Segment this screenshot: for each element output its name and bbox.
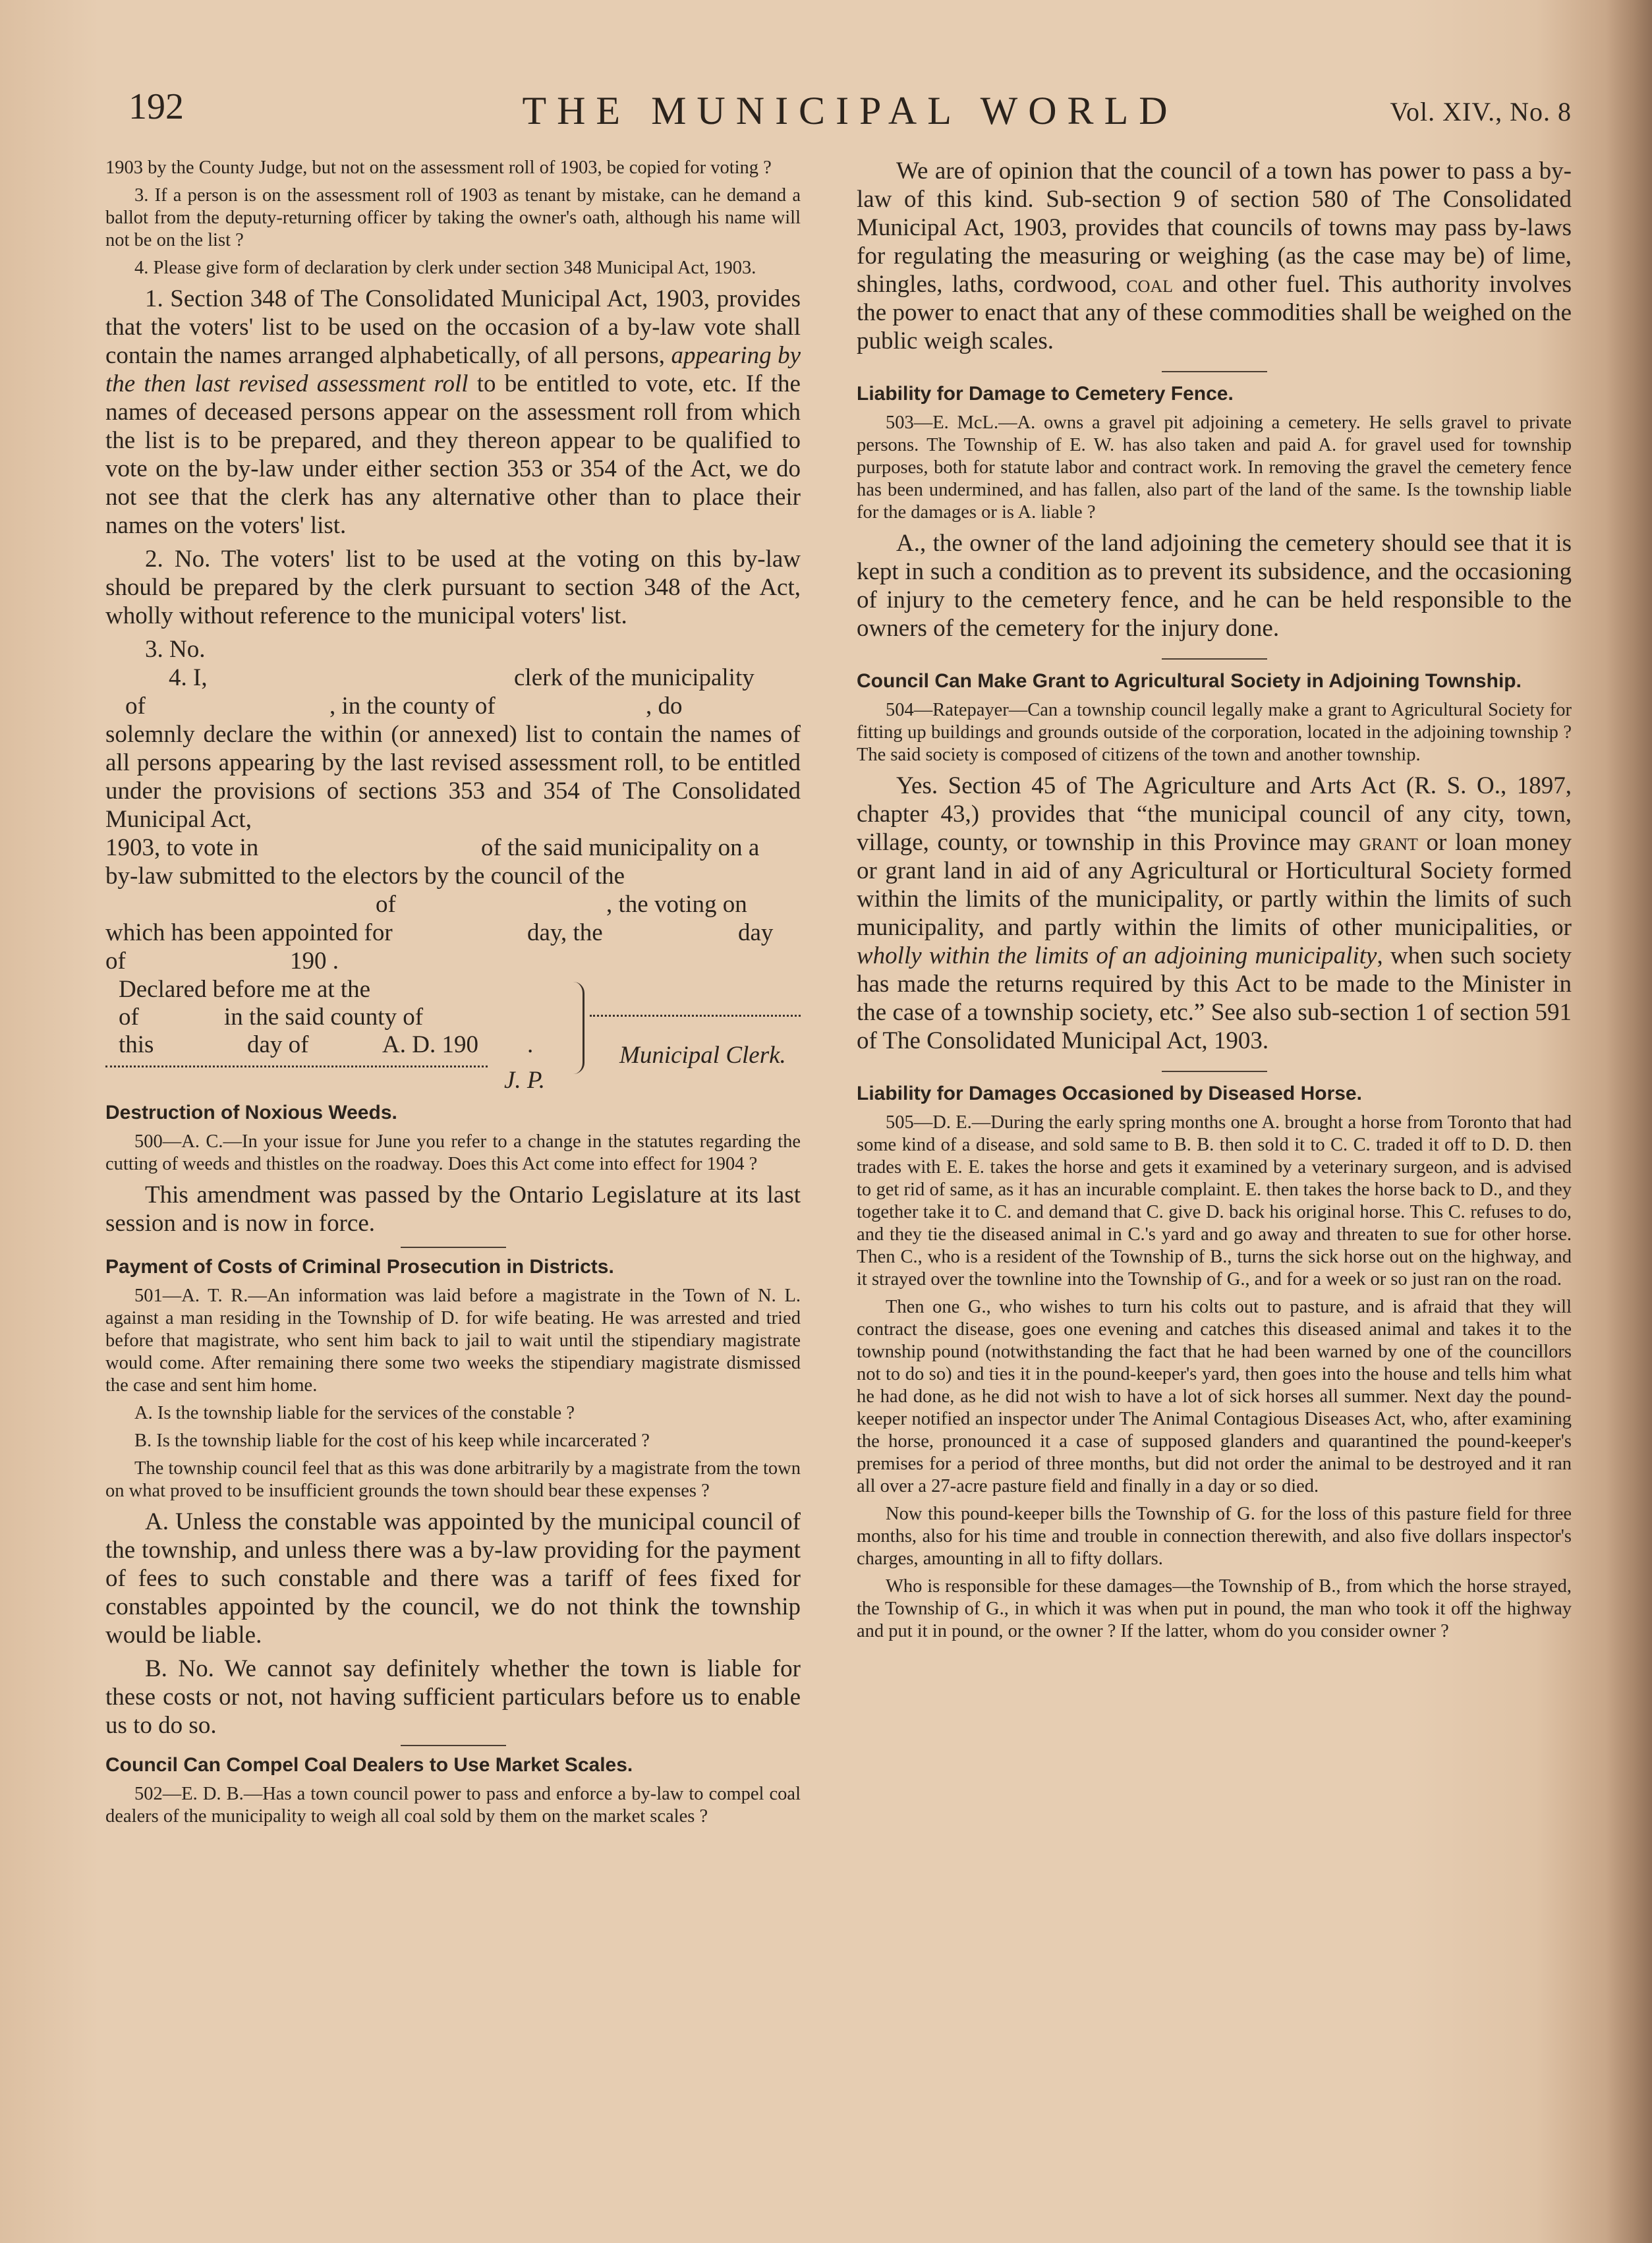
heading-noxious-weeds: Destruction of Noxious Weeds. [105,1102,397,1123]
question-4: 4. Please give form of declaration by clerk under section 348 Municipal Act, 1903. [134,258,756,278]
answer-504-italic: wholly within the limits of an adjoining municipality [857,942,1377,969]
form-line-5 [105,890,801,919]
form-text: which has been appointed for [105,919,393,946]
declared-text: A. D. 190 [382,1031,478,1058]
answer-3: 3. No. [145,636,206,663]
answer-504-text: Yes. Section 45 of The Agriculture and Arts Act (R. S. O., 1897, chapter 43,) provides that “the municipal council of any city, town, village, county, or township in this Province may [857,772,1572,856]
form-line-2 [105,692,801,720]
clerk-signature-line [590,1015,801,1017]
signature-block [105,975,801,1094]
section-divider [401,1745,506,1746]
answer-1-text: 1. Section 348 of The Consolidated Municipal Act, 1903, provides that the voters' list to be used on the occasion of a by-law vote shall contain the names arranged alphabetically, of all persons, [105,285,801,369]
answer-501-b: B. No. We cannot say definitely whether the town is liable for these costs or not, not having sufficient particulars before us to enable us to do so. [105,1655,801,1739]
answer-502-smallcaps: coal [1126,271,1174,298]
question-505-part-1: 505—D. E.—During the early spring months one A. brought a horse from Toronto that had some kind of a disease, and sold same to B. B. then sold it to C. C. traded it off to D. D. then trades with E. E. takes the horse and gets it examined by a veterinary surgeon, and is advised to get rid of same, as it has an incurable complaint. E. then takes the horse back to D., and they together take it to C. and demand that C. give D. back his original horse. This C. refuses to do, and they tie the diseased animal in C.'s yard and go away and threaten to sue for other horse. Then C., who is a resident of the Township of B., turns the sick horse out on the highway, and it strayed over the townline into the Township of G., and for a week or so just ran on the road. [857,1112,1572,1290]
jp-label: J. P. [504,1067,546,1094]
declared-text: of [119,1004,139,1031]
answer-504-smallcaps: grant [1359,829,1418,856]
answer-502-text: We are of opinion that the council of a town has power to pass a by-law of this kind. Sub-section 9 of section 580 of The Consolidated Municipal Act, 1903, provides that councils of towns may pass by-laws for regulating the measuring or weighing (as the case may be) of lime, shingles, laths, cordwood, [857,157,1572,298]
question-504: 504—Ratepayer—Can a township council legally make a grant to Agricultural Society for fitting up buildings and grounds outside of the corporation, located in the adjoining township ? The said society is composed of citizens of the town and another township. [857,700,1572,765]
question-500: 500—A. C.—In your issue for June you refer to a change in the statutes regarding the cutting of weeds and thistles on the roadway. Does this Act come into effect for 1904 ? [105,1131,801,1174]
page-number: 192 [128,86,184,127]
answer-504-text-mid: or loan money or grant land in aid of any Agricultural or Horticultural Society formed within the limits of the municipality, or partly within the limits of such municipality, and partly within the limits of other municipalities, or [857,829,1572,941]
form-text: day, the [527,919,603,946]
form-line-6 [105,919,801,947]
question-501-b: B. Is the township liable for the cost of his keep while incarcerated ? [134,1431,650,1451]
section-divider [1162,1071,1267,1072]
answer-1 [105,285,801,540]
answer-502-text-end: and other fuel. This authority involves the power to enact that any of these commodities shall be weighed on the public weigh scales. [857,271,1572,355]
question-501-a: A. Is the township liable for the services of the constable ? [134,1403,575,1423]
question-501: 501—A. T. R.—An information was laid before a magistrate in the Town of N. L. against a man residing in the Township of D. for wife beating. He was arrested and tried before that magistrate, who sent him back to jail to wait until the stipendiary magistrate would come. After remaining there some two weeks the stipendiary magistrate dismissed the case and sent him home. [105,1286,801,1396]
heading-cemetery-fence: Liability for Damage to Cemetery Fence. [857,383,1234,405]
form-text: of [105,948,126,975]
question-501-c: The township council feel that as this was done arbitrarily by a magistrate from the town on what proved to be insufficient grounds the town should bear these expenses ? [105,1458,801,1501]
answer-2: 2. No. The voters' list to be used at the voting on this by-law should be prepared by the clerk pursuant to section 348 of the Act, wholly without reference to the municipal voters' list. [105,546,801,629]
binding-shadow [1606,0,1652,2243]
form-line-7 [105,947,801,975]
answer-503: A., the owner of the land adjoining the cemetery should see that it is kept in such a condition as to prevent its subsidence, and the occasioning of injury to the cemetery fence, and he can be held responsible to the owners of the cemetery for the injury done. [857,530,1572,642]
brace [573,982,584,1074]
declared-text: this [119,1031,154,1058]
form-text: 4. I, [169,664,208,691]
volume-number: Vol. XIV., No. 8 [1390,97,1572,127]
form-text: , do [646,693,683,720]
form-body: solemnly declare the within (or annexed) list to contain the names of all persons appearing by the last revised assessment roll, to be entitled under the provisions of sections 353 and 354 of The Consolidated Municipal Act, [105,721,801,833]
form-text: , in the county of [329,693,496,720]
form-line-1 [105,664,801,692]
question-505-part-2: Then one G., who wishes to turn his colts out to pasture, and is afraid that they will contract the disease, goes one evening and catches this diseased animal and takes it to the township pound (notwithstanding the fact that he had been warned by one of the councillors not to do so) and ties it in the pound-keeper's yard, then goes into the house and tells him what he had done, as he did not wish to have a lot of sick horses all summer. Next day the pound-keeper notified an inspector under The Animal Contagious Diseases Act, who, after examining the horse, pronounced it a case of supposed glanders and quarantined the pound-keeper's premises for a period of three months, but did not order the animal to be destroyed and it ran all over a 27-acre pasture field and finally in a day or so died. [857,1297,1572,1496]
form-text: of [125,693,146,720]
question-continuation: 1903 by the County Judge, but not on the assessment roll of 1903, be copied for voting ? [105,157,772,178]
section-divider [401,1247,506,1248]
form-text: by-law submitted to the electors by the council of the [105,863,625,890]
form-line-3 [105,834,801,862]
form-text: day [738,919,774,946]
form-text: 190 . [290,948,339,975]
form-text: of the said municipality on a [481,834,760,861]
heading-agricultural-grant: Council Can Make Grant to Agricultural Society in Adjoining Township. [857,670,1522,692]
answer-500: This amendment was passed by the Ontario Legislature at its last session and is now in force. [105,1181,801,1237]
declared-text: . [527,1031,534,1058]
answer-501-a: A. Unless the constable was appointed by the municipal council of the township, and unless there was a by-law providing for the payment of fees to such constable and there was a tariff of fees fixed for constables appointed by the council, we do not think the township would be liable. [105,1508,801,1649]
form-text: , the voting on [606,891,747,918]
form-text: 1903, to vote in [105,834,259,861]
answer-504-text-end: , when such society has made the returns required by this Act to be made to the Minister in the case of a township society, etc.” See also sub-section 1 of section 591 of The Consolidated Municipal Act, 1903. [857,942,1572,1054]
answer-502 [857,157,1572,355]
question-3: 3. If a person is on the assessment roll of 1903 as tenant by mistake, can he demand a ballot from the deputy-returning officer by taking the owner's oath, although his name will not be on the list ? [105,185,801,250]
declared-text: day of [247,1031,309,1058]
section-divider [1162,658,1267,660]
form-text: of [376,891,396,918]
municipal-clerk-label: Municipal Clerk. [619,1042,786,1069]
question-505-part-4: Who is responsible for these damages—the Township of B., from which the horse strayed, the Township of G., in which it was when put in pound, the man who took it off the highway and put it in pound, or the owner ? If the latter, whom do you consider owner ? [857,1576,1572,1641]
declaration-form [105,664,801,1094]
heading-criminal-costs: Payment of Costs of Criminal Prosecution in Districts. [105,1256,614,1278]
question-505-part-3: Now this pound-keeper bills the Township of G. for the loss of this pasture field for three months, also for his time and trouble in connection therewith, and also five dollars inspector's charges, amounting in all to fifty dollars. [857,1504,1572,1569]
declared-text: Declared before me at the [119,976,371,1003]
section-divider [1162,371,1267,372]
question-503: 503—E. McL.—A. owns a gravel pit adjoining a cemetery. He sells gravel to private persons. The Township of E. W. has also taken and paid A. for gravel used for township purposes, both for statute labor and contract work. In removing the gravel the cemetery fence has been undermined, and has fallen, also part of the land of the same. Is the township liable for the damages or is A. liable ? [857,412,1572,523]
question-502: 502—E. D. B.—Has a town council power to pass and enforce a by-law to compel coal dealers of the municipality to weigh all coal sold by them on the market scales ? [105,1784,801,1827]
journal-title: THE MUNICIPAL WORLD [522,89,1178,132]
heading-coal-scales: Council Can Compel Coal Dealers to Use Market Scales. [105,1754,633,1776]
declared-text: in the said county of [224,1004,424,1031]
form-line-4 [105,862,801,890]
answer-1-italic: appearing by the then last revised assessment roll [105,342,801,397]
heading-diseased-horse: Liability for Damages Occasioned by Diseased Horse. [857,1083,1362,1104]
jp-signature-line [105,1065,488,1067]
answer-1-text-end: to be entitled to vote, etc. If the names of deceased persons appear on the assessment roll from which the list is to be prepared, and they thereon appear to be qualified to vote on the by-law under either section 353 or 354 of the Act, we do not see that the clerk has any alternative other than to place their names on the voters' list. [105,370,801,539]
right-column [857,157,1572,1648]
answer-504 [857,772,1572,1055]
form-text: clerk of the municipality [514,664,755,691]
running-header [128,86,1572,138]
left-column [105,157,801,1833]
